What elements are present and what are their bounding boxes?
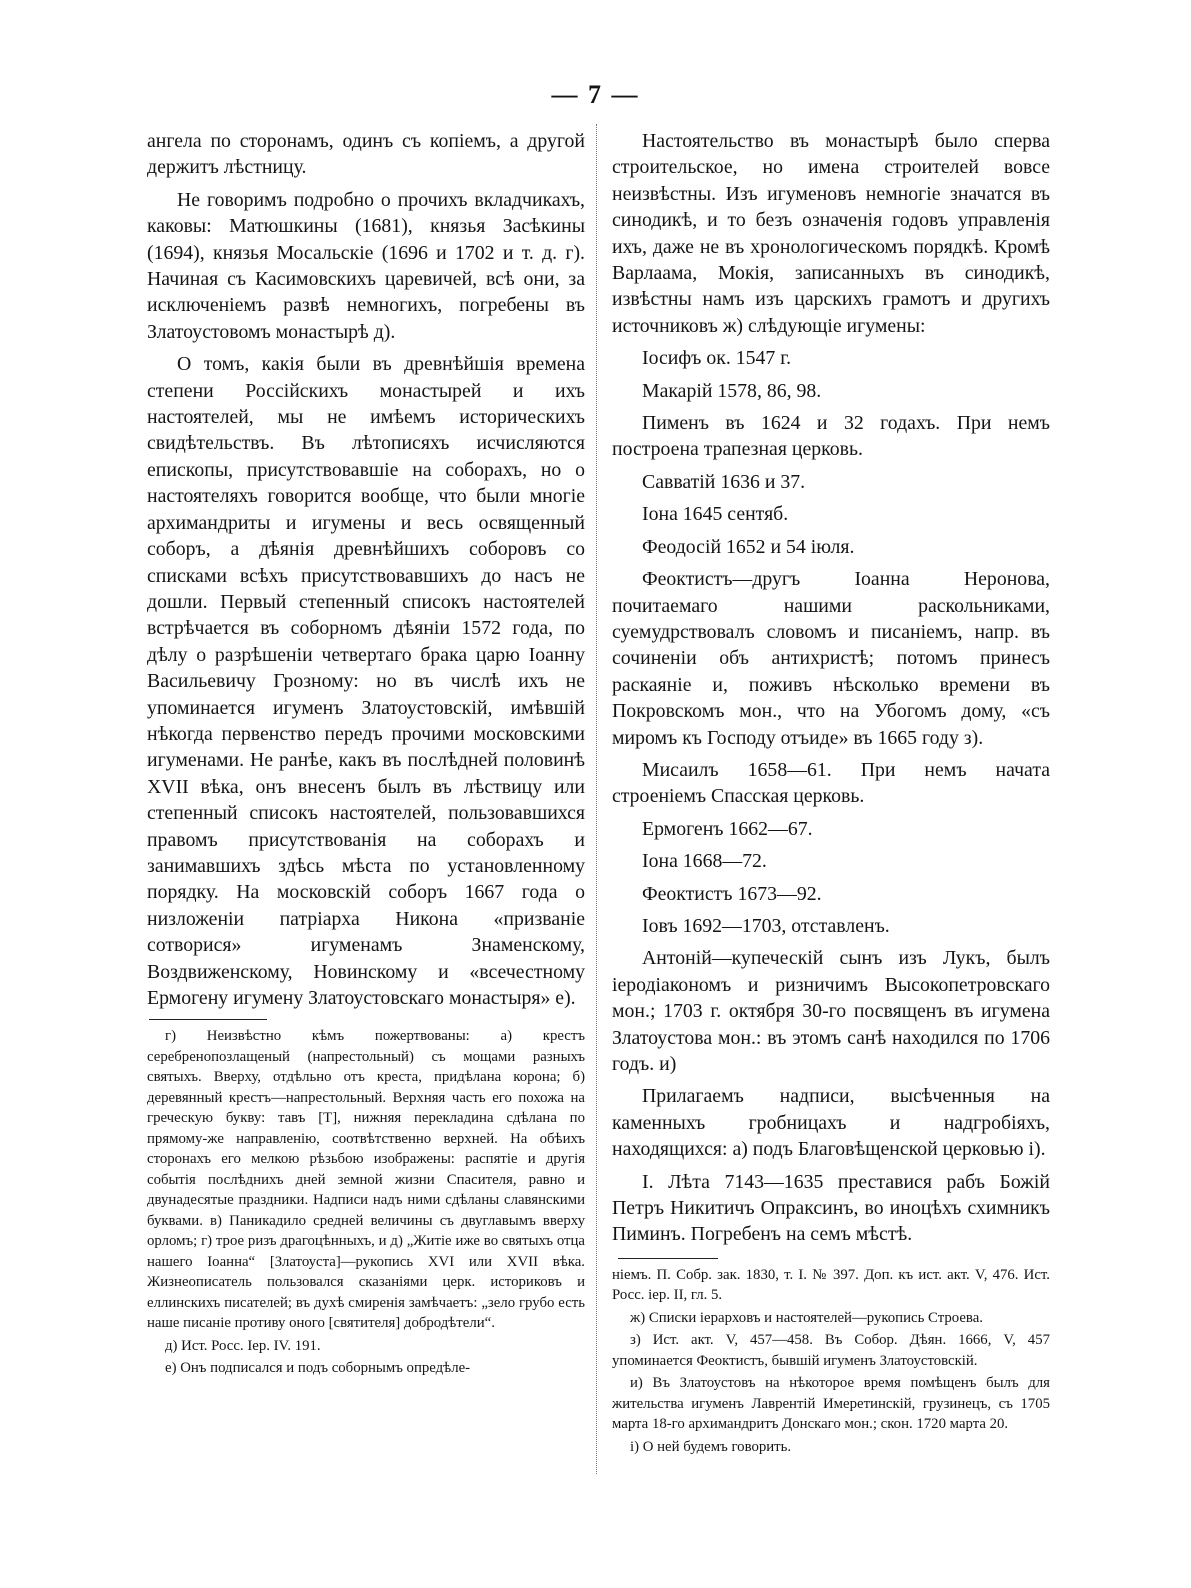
footnote: ж) Списки іерарховъ и настоятелей—рукопись Строева. [630,1309,983,1326]
footnote: д) Ист. Росс. Іер. IV. 191. [165,1337,321,1354]
abbot-entry: Антоній—купеческій сынъ изъ Лукъ, былъ іеродіакономъ и ризничимъ Высокопетровскаго мон.; 1703 г. октября 30-го посвященъ въ игумена Златоустова мон.: въ этомъ санѣ находился по 1706 годъ. и) [612,947,1050,1075]
left-column [147,128,585,1381]
abbot-entry: Ермогенъ 1662—67. [642,817,813,840]
paragraph: Настоятельство въ монастырѣ было сперва строительское, но имена строителей вовсе неизвѣстны. Изъ игуменовъ немногіе значатся въ синодикѣ, и то безъ означенія годовъ управленія ихъ, даже не въ хронологическомъ порядкѣ. Кромѣ Варлаама, Мокія, записанныхъ въ синодикѣ, извѣстны намъ изъ царскихъ грамотъ и другихъ источниковъ ж) слѣдующіе игумены: [612,130,1050,337]
abbot-entry: Іовъ 1692—1703, отставленъ. [642,914,890,937]
abbot-entry: Іона 1645 сентяб. [642,503,789,526]
inscription: I. Лѣта 7143—1635 преставися рабъ Божій Петръ Никитичъ Опраксинъ, во иноцѣхъ схимникъ Пиминъ. Погребенъ на семъ мѣстѣ. [612,1170,1050,1246]
column-divider [596,124,597,1474]
footnote: і) О ней будемъ говорить. [630,1438,792,1455]
abbot-entry: Мисаилъ 1658—61. При немъ начата строеніемъ Спасская церковь. [612,758,1050,808]
abbot-entry: Феоктистъ 1673—92. [642,882,822,905]
footnote-separator [149,1019,267,1020]
left-body-text [147,128,585,1011]
right-column [612,128,1050,1459]
right-body-text [612,128,1050,1248]
left-footnotes [147,1026,585,1379]
abbot-entry: Феоктистъ—другъ Іоанна Неронова, почитаемаго нашими раскольниками, суемудрствовалъ словомъ и писаніемъ, напр. въ сочиненіи объ антихристѣ; потомъ принесъ раскаяніе и, поживъ нѣсколько времени въ Покровскомъ мон., что на Убогомъ дому, «съ миромъ къ Господу отъиде» въ 1665 году з). [612,568,1050,749]
abbot-entry: Пименъ въ 1624 и 32 годахъ. При немъ построена трапезная церковь. [612,412,1050,461]
abbot-entry: Іона 1668—72. [642,850,767,873]
footnote: з) Ист. акт. V, 457—458. Въ Собор. Дѣян. 1666, V, 457 упоминается Феоктистъ, бывшій игуменъ Златоустовскій. [612,1332,1050,1369]
paragraph: О томъ, какія были въ древнѣйшія времена степени Россійскихъ монастырей и ихъ настоятелей, мы не имѣемъ историческихъ свидѣтельствъ. Въ лѣтописяхъ исчисляются епископы, присутствовавшіе на соборахъ, но о настоятеляхъ говорится вообще, что были многіе архимандриты и игумены и весь освященный соборъ, а дѣянія древнѣйшихъ соборовъ со списками всѣхъ присутствовавшихъ до насъ не дошли. Первый степенный списокъ настоятелей встрѣчается въ соборномъ дѣяніи 1572 года, по дѣлу о разрѣшеніи четвертаго брака царю Іоанну Васильевичу Грозному: но въ числѣ ихъ не упоминается игуменъ Златоустовскій, имѣвшій нѣкогда первенство передъ прочими московскими игуменами. Не ранѣе, какъ въ послѣдней половинѣ XVII вѣка, онъ внесенъ былъ въ лѣствицу или степенный списокъ настоятелей, пользовавшихся правомъ присутствованія на соборахъ и занимавшихъ здѣсь мѣста по установленному порядку. На московскій соборъ 1667 года о низложеніи патріарха Никона «призваніе сотворися» игуменамъ Знаменскому, Воздвиженскому, Новинскому и «всечестному Ермогену игумену Златоустовскаго монастыря» е). [147,353,585,1009]
footnote: ніемъ. П. Собр. зак. 1830, т. I. № 397. Доп. къ ист. акт. V, 476. Ист. Росс. іер. II, гл. 5. [612,1266,1050,1304]
abbot-entry: Іосифъ ок. 1547 г. [642,347,792,370]
abbot-entry: Феодосій 1652 и 54 іюля. [642,535,855,558]
footnote: г) Неизвѣстно кѣмъ пожертвованы: а) крестъ серебренопозлащеный (напрестольный) съ мощами разныхъ святыхъ. Вверху, отдѣльно отъ креста, придѣлана корона; б) деревянный крестъ—напрестольный. Верхняя часть его похожа на греческую букву: тавъ [Т], нижняя перекладина сдѣлана по прямому-же направленію, соотвѣтственно верхней. На обѣихъ сторонахъ его мелкою рѣзьбою изображены: распятіе и другія событія послѣднихъ дней земной жизни Спасителя, равно и двунадесятые праздники. Надписи надъ ними сдѣланы славянскими буквами. в) Паникадило средней величины съ двуглавымъ вверху орломъ; г) трое ризъ драгоцѣнныхъ, и д) „Житіе иже во святыхъ отца нашего Іоанна“ [Златоуста]—рукопись XVI или XVII вѣка. Жизнеописатель пользовался сказаніями церк. историковъ и еллинскихъ писателей; въ духѣ смиренія замѣчаетъ: „зело грубо есть наше писаніе противу оного [святителя] добродѣтели“. [147,1028,585,1332]
abbot-entry: Макарій 1578, 86, 98. [642,379,822,402]
footnote: и) Въ Златоустовъ на нѣкоторое время помѣщенъ былъ для жительства игуменъ Лаврентій Имеретинскій, грузинецъ, съ 1705 марта 18-го архимандритъ Донскаго мон.; скон. 1720 марта 20. [612,1375,1050,1433]
paragraph: Прилагаемъ надписи, высѣченныя на каменныхъ гробницахъ и надгробіяхъ, находящихся: а) подъ Благовѣщенской церковью і). [612,1085,1050,1161]
right-footnotes [612,1265,1050,1458]
footnote: е) Онъ подписался и подъ соборнымъ опредѣле- [165,1360,471,1377]
footnote-separator [618,1258,718,1259]
paragraph: Не говоримъ подробно о прочихъ вкладчикахъ, каковы: Матюшкины (1681), князья Засѣкины (1694), князья Мосальскіе (1696 и 1702 и т. д. г). Начиная съ Касимовскихъ царевичей, всѣ они, за исключеніемъ развѣ немногихъ, погребены въ Златоустовомъ монастырѣ д). [147,188,585,343]
abbot-entry: Савватій 1636 и 37. [642,470,806,493]
paragraph: ангела по сторонамъ, одинъ съ копіемъ, а другой держитъ лѣстницу. [147,130,585,179]
page-number: — 7 — [551,80,640,109]
